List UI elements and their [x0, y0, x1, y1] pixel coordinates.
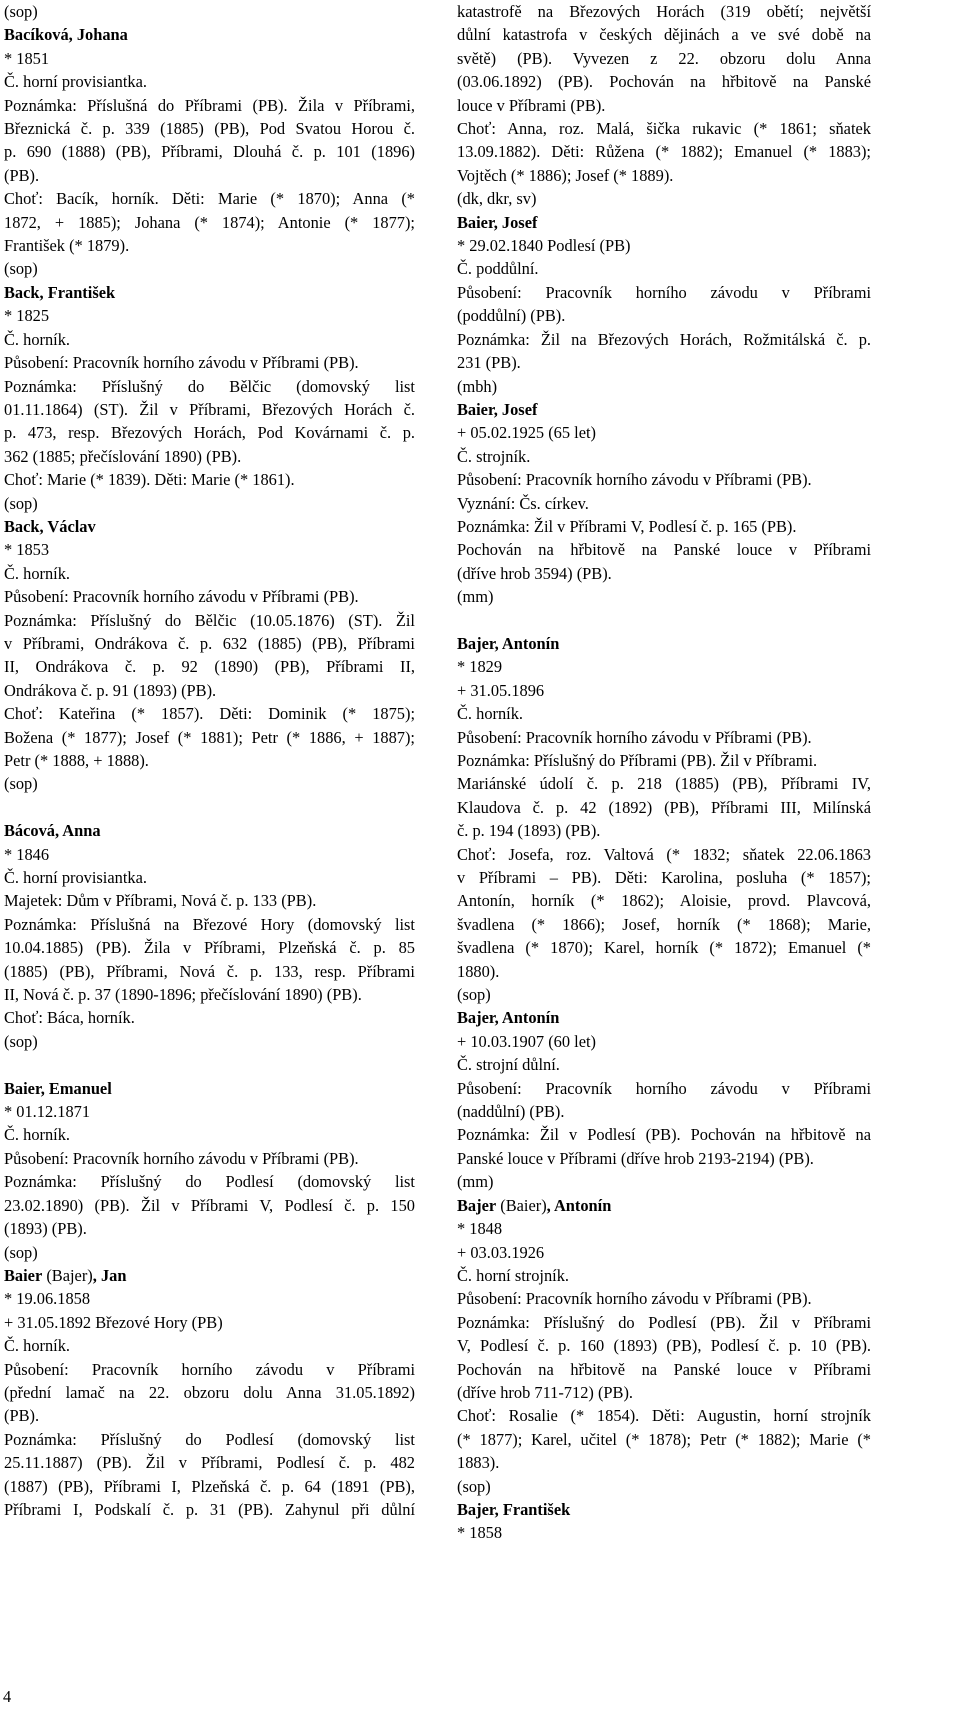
text-line: Poznámka: Žil v Příbrami V, Podlesí č. p. 165 (PB).: [457, 516, 797, 536]
text-line: Choť: Anna, roz. Malá, šička rukavic (* 1861; sňatek: [457, 119, 871, 139]
text-line: 01.11.1864) (ST). Žil v Příbrami, Březových Horách č.: [4, 399, 415, 419]
entry-name: [457, 1194, 871, 1217]
text-line: v Příbrami – PB). Děti: Karolina, posluha (* 1857);: [457, 868, 871, 888]
text-line: (sop): [4, 493, 38, 513]
text-line: 1872, + 1885); Johana (* 1874); Antonie (* 1877);: [4, 212, 415, 232]
text-line: (1885) (PB), Příbrami, Nová č. p. 133, resp. Příbrami: [4, 961, 415, 981]
text-line: Mariánské údolí č. p. 218 (1885) (PB), Příbrami IV,: [457, 774, 871, 794]
text-line: Poznámka: Žil na Březových Horách, Rožmitálská č. p.: [457, 329, 871, 349]
text-line: Choť: Bacík, horník. Děti: Marie (* 1870); Anna (*: [4, 189, 415, 209]
text-line: + 05.02.1925 (65 let): [457, 423, 596, 443]
text-line: Poznámka: Příslušný do Podlesí (domovský list: [4, 1429, 415, 1449]
left-column: [4, 0, 415, 1521]
text-line: (sop): [4, 1242, 38, 1262]
text-line: Č. horní provisiantka.: [4, 868, 147, 888]
text-line: II, Ondrákova č. p. 92 (1890) (PB), Příbrami II,: [4, 657, 415, 677]
text-line: Majetek: Dům v Příbrami, Nová č. p. 133 (PB).: [4, 891, 317, 911]
entry-name: [4, 515, 415, 538]
text-line: (mm): [457, 1172, 494, 1192]
text-line: (* 1877); Karel, učitel (* 1878); Petr (* 1882); Marie (*: [457, 1429, 871, 1449]
text-line: + 31.05.1892 Březové Hory (PB): [4, 1312, 223, 1332]
text-line: + 10.03.1907 (60 let): [457, 1031, 596, 1051]
page-number: 4: [3, 1687, 12, 1706]
entry-name-given: , Jan: [92, 1265, 127, 1285]
right-column: [457, 0, 871, 1545]
entry-name-bold: Baier, Josef: [457, 399, 538, 419]
entry-name-bold: Bajer, Antonín: [457, 1008, 560, 1028]
text-line: 25.11.1887) (PB). Žil v Příbrami, Podlesí č. p. 482: [4, 1453, 415, 1473]
text-line: Působení: Pracovník horního závodu v Příbrami: [457, 1078, 871, 1098]
entry-name-bold: Bajer, František: [457, 1499, 571, 1519]
text-line: * 1853: [4, 540, 50, 560]
entry-name-bold: Bacíková, Johana: [4, 25, 128, 45]
text-line: Choť: Báca, horník.: [4, 1008, 135, 1028]
text-line: švadlena (* 1870); Karel, horník (* 1872); Emanuel (*: [457, 938, 871, 958]
text-line: č. p. 194 (1893) (PB).: [457, 821, 601, 841]
text-line: Poznámka: Příslušný do Bělčic (domovský list: [4, 376, 415, 396]
entry-name: [4, 1264, 415, 1287]
text-line: Božena (* 1877); Josef (* 1881); Petr (* 1886, + 1887);: [4, 727, 415, 747]
text-line: Působení: Pracovník horního závodu v Příbrami (PB).: [4, 353, 359, 373]
text-line: * 1829: [457, 657, 503, 677]
text-line: Č. strojník.: [457, 446, 531, 466]
text-line: * 1825: [4, 306, 50, 326]
text-line: + 03.03.1926: [457, 1242, 545, 1262]
blank-line: [4, 796, 415, 819]
text-line: František (* 1879).: [4, 236, 130, 256]
text-line: * 1851: [4, 48, 50, 68]
text-line: Ondrákova č. p. 91 (1893) (PB).: [4, 680, 217, 700]
entry-name: [4, 23, 415, 46]
text-line: Petr (* 1888, + 1888).: [4, 751, 149, 770]
text-line: (sop): [457, 985, 491, 1005]
text-line: Č. poddůlní.: [457, 259, 539, 279]
text-line: (03.06.1892) (PB). Pochován na hřbitově na Panské: [457, 72, 871, 92]
text-line: Č. strojní důlní.: [457, 1055, 560, 1075]
text-line: (sop): [4, 2, 38, 21]
entry-name: [457, 1006, 871, 1029]
text-line: Působení: Pracovník horního závodu v Příbrami (PB).: [457, 1289, 812, 1309]
text-line: Poznámka: Příslušný do Podlesí (PB). Žil v Příbrami: [457, 1312, 871, 1332]
text-line: Choť: Josefa, roz. Valtová (* 1832; sňatek 22.06.1863: [457, 844, 871, 864]
text-line: Pochován na hřbitově na Panské louce v Příbrami: [457, 540, 871, 560]
text-line: + 31.05.1896: [457, 680, 545, 700]
text-line: Č. horník.: [4, 1125, 71, 1145]
text-line: (dříve hrob 3594) (PB).: [457, 563, 612, 583]
text-line: * 1858: [457, 1523, 503, 1543]
text-line: * 1846: [4, 844, 50, 864]
entry-name-given: , Antonín: [546, 1195, 612, 1215]
text-line: světě) (PB). Vyvezen z 22. obzoru dolu Anna: [457, 48, 871, 68]
text-line: Č. horník.: [4, 1336, 71, 1356]
entry-name-bold: Baier, Emanuel: [4, 1078, 112, 1098]
text-line: Č. horník.: [4, 563, 71, 583]
text-line: Působení: Pracovník horního závodu v Příbrami (PB).: [4, 587, 359, 607]
text-line: Příbrami I, Podskalí č. p. 31 (PB). Zahynul při důlní: [4, 1499, 415, 1519]
text-line: louce v Příbrami (PB).: [457, 95, 606, 115]
text-line: Č. horní strojník.: [457, 1265, 570, 1285]
text-line: (1887) (PB), Příbrami I, Plzeňská č. p. 64 (1891 (PB),: [4, 1476, 415, 1496]
text-line: (PB).: [4, 1406, 40, 1426]
text-line: (sop): [4, 1031, 38, 1051]
blank-line: [4, 1053, 415, 1076]
text-line: Č. horník.: [457, 704, 524, 724]
text-line: (přední lamač na 22. obzoru dolu Anna 31.05.1892): [4, 1382, 415, 1402]
text-line: Choť: Kateřina (* 1857). Děti: Dominik (* 1875);: [4, 704, 415, 724]
text-line: Choť: Marie (* 1839). Děti: Marie (* 1861).: [4, 470, 295, 490]
text-line: katastrofě na Březových Horách (319 obětí; největší: [457, 2, 871, 21]
text-line: v Příbrami, Ondrákova č. p. 632 (1885) (PB), Příbrami: [4, 633, 415, 653]
entry-name: [457, 398, 871, 421]
text-line: Vojtěch (* 1886); Josef (* 1889).: [457, 165, 674, 185]
entry-name-bold: Bajer, Antonín: [457, 633, 560, 653]
text-line: * 19.06.1858: [4, 1289, 91, 1309]
text-line: Působení: Pracovník horního závodu v Příbrami (PB).: [4, 1148, 359, 1168]
text-line: Poznámka: Příslušný do Bělčic (10.05.1876) (ST). Žil: [4, 610, 415, 630]
entry-name-bold: Bácová, Anna: [4, 821, 101, 841]
text-line: Poznámka: Žil v Podlesí (PB). Pochován na hřbitově na: [457, 1125, 871, 1145]
text-line: (sop): [4, 259, 38, 279]
text-line: 23.02.1890) (PB). Žil v Příbrami V, Podlesí č. p. 150: [4, 1195, 415, 1215]
text-line: Panské louce v Příbrami (dříve hrob 2193-2194) (PB).: [457, 1148, 814, 1168]
text-line: Vyznání: Čs. církev.: [457, 493, 589, 513]
text-line: * 01.12.1871: [4, 1102, 91, 1122]
entry-name: [457, 632, 871, 655]
text-line: V, Podlesí č. p. 160 (1893) (PB), Podlesí č. p. 10 (PB).: [457, 1336, 871, 1356]
entry-name-bold: Back, František: [4, 282, 116, 302]
entry-name: [4, 819, 415, 842]
blank-line: [457, 609, 871, 632]
text-line: (poddůlní) (PB).: [457, 306, 566, 326]
text-line: (naddůlní) (PB).: [457, 1102, 565, 1122]
text-line: II, Nová č. p. 37 (1890-1896; přečíslování 1890) (PB).: [4, 985, 362, 1005]
text-line: Působení: Pracovník horního závodu v Příbrami: [457, 282, 871, 302]
text-line: Pochován na hřbitově na Panské louce v Příbrami: [457, 1359, 871, 1379]
text-line: důlní katastrofa v českých dějinách a ve své době na: [457, 25, 871, 45]
text-line: Poznámka: Příslušný do Příbrami (PB). Žil v Příbrami.: [457, 750, 818, 770]
text-line: p. 473, resp. Březových Horách, Pod Kovárnami č. p.: [4, 423, 415, 443]
text-line: (sop): [457, 1476, 491, 1496]
text-line: 13.09.1882). Děti: Růžena (* 1882); Emanuel (* 1883);: [457, 142, 871, 162]
text-line: Klaudova č. p. 42 (1892) (PB), Příbrami III, Milínská: [457, 797, 871, 817]
text-line: (mbh): [457, 376, 498, 396]
entry-name-bold: Baier: [4, 1265, 43, 1285]
entry-name: [4, 1077, 415, 1100]
text-line: (1893) (PB).: [4, 1219, 87, 1239]
text-line: 10.04.1885) (PB). Žila v Příbrami, Plzeňská č. p. 85: [4, 938, 415, 958]
text-line: Antonín, horník (* 1862); Aloisie, provd. Plavcová,: [457, 891, 871, 911]
entry-name-alias: (Baier): [496, 1195, 547, 1215]
entry-name-alias: (Bajer): [42, 1265, 93, 1285]
text-line: Č. horní provisiantka.: [4, 72, 147, 92]
text-line: (dříve hrob 711-712) (PB).: [457, 1382, 634, 1402]
text-line: Působení: Pracovník horního závodu v Příbrami (PB).: [457, 727, 812, 747]
text-line: 231 (PB).: [457, 353, 521, 373]
text-line: p. 690 (1888) (PB), Příbrami, Dlouhá č. p. 101 (1896): [4, 142, 415, 162]
entry-name: [457, 1498, 871, 1521]
text-line: (dk, dkr, sv): [457, 189, 537, 209]
text-line: (PB).: [4, 165, 40, 185]
text-line: Poznámka: Příslušná do Příbrami (PB). Žila v Příbrami,: [4, 95, 415, 115]
text-line: Působení: Pracovník horního závodu v Příbrami (PB).: [457, 470, 812, 490]
entry-name-bold: Back, Václav: [4, 516, 96, 536]
text-line: 1880).: [457, 961, 500, 981]
text-line: Působení: Pracovník horního závodu v Příbrami: [4, 1359, 415, 1379]
entry-name-bold: Bajer: [457, 1195, 497, 1215]
entry-name-bold: Baier, Josef: [457, 212, 538, 232]
text-line: Březnická č. p. 339 (1885) (PB), Pod Svatou Horou č.: [4, 119, 415, 139]
text-line: (sop): [4, 774, 38, 794]
text-line: Poznámka: Příslušný do Podlesí (domovský list: [4, 1172, 415, 1192]
text-line: 1883).: [457, 1453, 500, 1473]
entry-name: [457, 211, 871, 234]
text-line: Choť: Rosalie (* 1854). Děti: Augustin, horní strojník: [457, 1406, 871, 1426]
text-line: (mm): [457, 587, 494, 607]
text-line: Poznámka: Příslušná na Březové Hory (domovský list: [4, 914, 415, 934]
text-line: 362 (1885; přečíslování 1890) (PB).: [4, 446, 242, 466]
entry-name: [4, 281, 415, 304]
text-line: * 1848: [457, 1219, 503, 1239]
text-line: * 29.02.1840 Podlesí (PB): [457, 236, 631, 256]
text-line: švadlena (* 1866); Josef, horník (* 1868); Marie,: [457, 914, 871, 934]
text-line: Č. horník.: [4, 329, 71, 349]
